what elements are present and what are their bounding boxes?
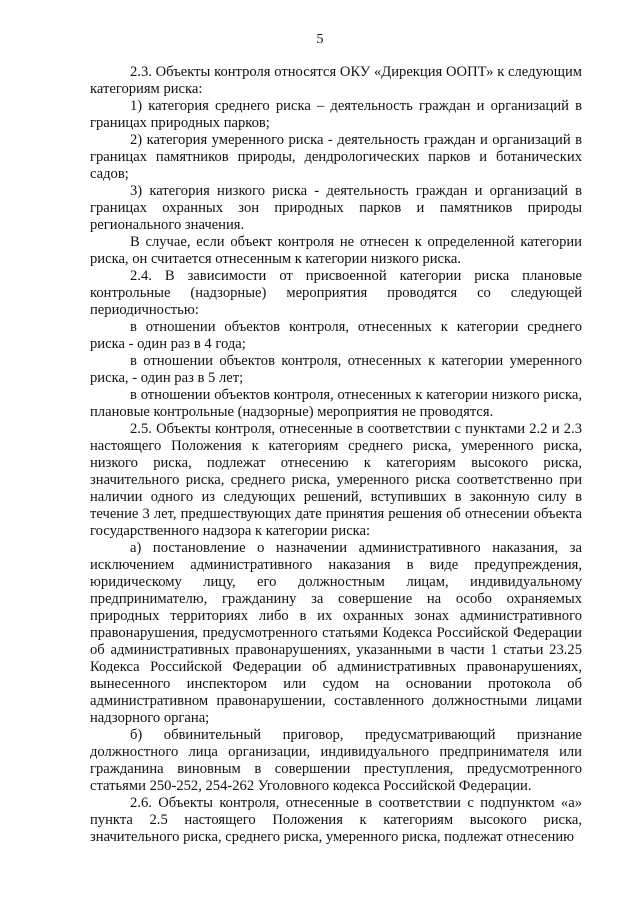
paragraph-2-6: 2.6. Объекты контроля, отнесенные в соответствии с подпунктом «а» пункта 2.5 настоящего Положения к категориям высокого риска, значительного риска, среднего риска, умеренного риска, подлежат отнесению [90,795,582,845]
paragraph-2-3: 2.3. Объекты контроля относятся ОКУ «Дирекция ООПТ» к следующим категориям риска: [90,64,582,97]
document-body [90,64,582,846]
subparagraph-b: б) обвинительный приговор, предусматривающий признание должностного лица организации, индивидуального предпринимателя или гражданина виновным в совершении преступления, предусмотренного статьями 250-252, 254-262 Уголовного кодекса Российской Федерации. [90,727,582,794]
periodicity-medium: в отношении объектов контроля, отнесенных к категории среднего риска - один раз в 4 года; [90,319,582,352]
page-number: 5 [316,32,324,47]
list-item-low-risk: 3) категория низкого риска - деятельность граждан и организаций в границах охранных зон природных парков и памятников природы регионального значения. [90,183,582,233]
paragraph-2-5: 2.5. Объекты контроля, отнесенные в соответствии с пунктами 2.2 и 2.3 настоящего Положения к категориям среднего риска, умеренного риска, низкого риска, подлежат отнесению к категориям высокого риска, значительного риска, среднего риска, умеренного риска соответственно при наличии одного из следующих решений, вступивших в законную силу в течение 3 лет, предшествующих дате принятия решения об отнесении объекта государственного надзора к категории риска: [90,421,582,539]
periodicity-moderate: в отношении объектов контроля, отнесенных к категории умеренного риска, - один раз в 5 лет; [90,353,582,386]
paragraph-2-4: 2.4. В зависимости от присвоенной категории риска плановые контрольные (надзорные) мероприятия проводятся со следующей периодичностью: [90,268,582,318]
list-item-moderate-risk: 2) категория умеренного риска - деятельность граждан и организаций в границах памятников природы, дендрологических парков и ботанических садов; [90,132,582,182]
paragraph-default-category: В случае, если объект контроля не отнесен к определенной категории риска, он считается отнесенным к категории низкого риска. [90,234,582,267]
list-item-medium-risk: 1) категория среднего риска – деятельность граждан и организаций в границах природных парков; [90,98,582,131]
periodicity-low: в отношении объектов контроля, отнесенных к категории низкого риска, плановые контрольные (надзорные) мероприятия не проводятся. [90,387,582,420]
subparagraph-a: а) постановление о назначении административного наказания, за исключением административного наказания в виде предупреждения, юридическому лицу, его должностным лицам, индивидуальному предпринимателю, гражданину за совершение на особо охраняемых природных территориях либо в их охранных зонах административного правонарушения, предусмотренного статьями Кодекса Российской Федерации об административных правонарушениях, указанными в части 1 статьи 23.25 Кодекса Российской Федерации об административных правонарушениях, вынесенного инспектором или судом на основании протокола об административном правонарушении, составленного должностными лицами надзорного органа; [90,540,582,726]
